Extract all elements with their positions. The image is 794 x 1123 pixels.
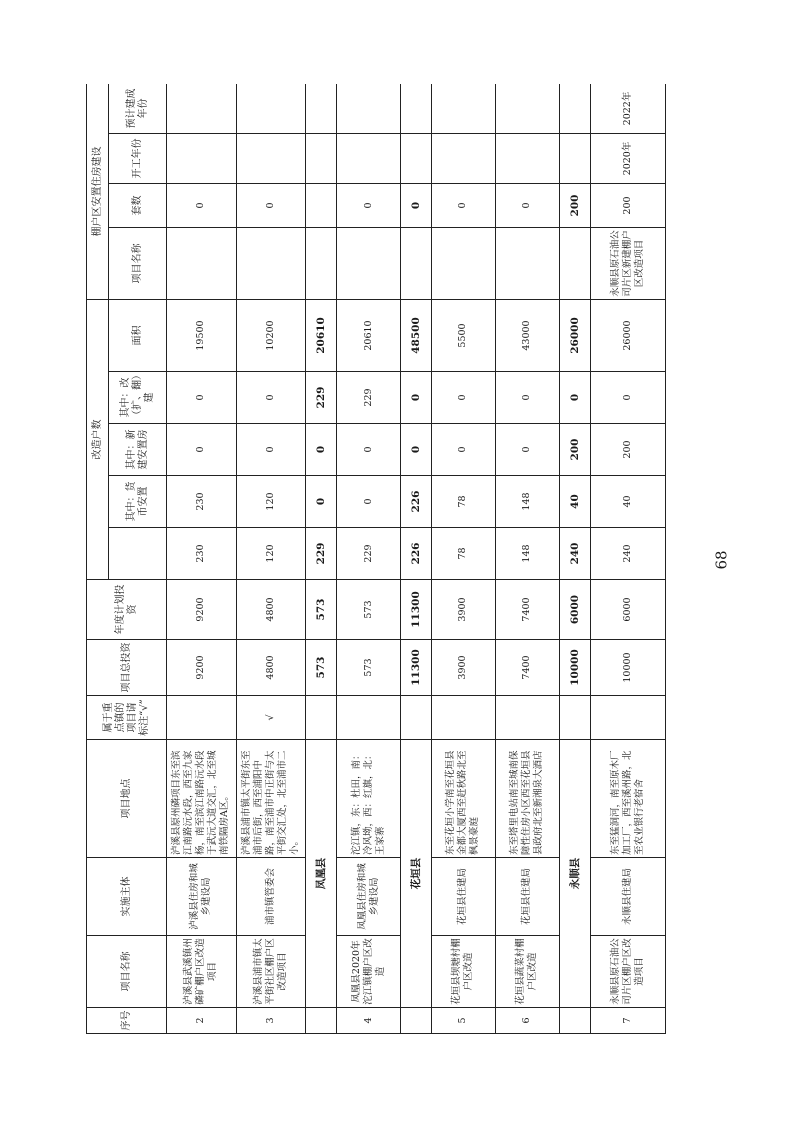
location-cell: 泸溪县浦市镇太平街东至浦市后街，西至浦阳中路，南至浦市中正街与太平街交汇处，北至浦市二小。	[236, 740, 306, 858]
table-frame	[86, 84, 666, 1034]
area-cell: 10200	[236, 300, 306, 372]
rs-name-cell: 永顺县原石油公司片区新建棚户区改造项目	[590, 228, 665, 300]
header-location: 项目地点	[87, 740, 167, 858]
total-invest-cell: 4800	[236, 640, 306, 696]
hh-new-cell: 200	[590, 424, 665, 476]
annual-invest-cell: 6000	[590, 580, 665, 640]
total-invest-cell: 573	[306, 640, 337, 696]
header-households-total	[109, 528, 167, 580]
rs-name-cell	[167, 228, 237, 300]
area-cell: 5500	[431, 300, 495, 372]
annual-invest-cell: 9200	[167, 580, 237, 640]
hh-cash-cell: 40	[590, 476, 665, 528]
hh-cash-cell: 120	[236, 476, 306, 528]
entity-cell: 永顺县住建局	[590, 858, 665, 936]
households-cell: 78	[431, 528, 495, 580]
total-invest-cell: 3900	[431, 640, 495, 696]
households-cell: 240	[590, 528, 665, 580]
entity-cell: 花垣县住建局	[495, 858, 559, 936]
header-name: 项目名称	[87, 936, 167, 1008]
area-cell: 48500	[401, 300, 432, 372]
hh-renovate-cell: 0	[590, 372, 665, 424]
hh-new-cell: 0	[167, 424, 237, 476]
annual-invest-cell: 4800	[236, 580, 306, 640]
header-rs-units: 套数	[109, 184, 167, 228]
total-invest-cell: 7400	[495, 640, 559, 696]
key-town-cell	[337, 696, 401, 740]
rs-start-cell	[167, 134, 237, 184]
hh-renovate-cell: 0	[495, 372, 559, 424]
hh-cash-cell: 148	[495, 476, 559, 528]
area-cell: 26000	[590, 300, 665, 372]
seq-cell	[306, 1008, 337, 1034]
rs-units-cell: 200	[590, 184, 665, 228]
table-row	[495, 84, 559, 1034]
header-rs-finish: 预计建成年份	[109, 84, 167, 134]
entity-cell: 凤凰县住房和城乡建设局	[337, 858, 401, 936]
location-cell: 泸溪县原州磷项目东至滨江南路沅水段，西至九家杨，南至滨江南路沅水段于武沅大道交汇，北至城南铁隔房A区。	[167, 740, 237, 858]
county-name-cell: 花垣县	[401, 740, 432, 1008]
header-key-town: 属于重点镇的项目请标注“√”	[87, 696, 167, 740]
rs-name-cell	[337, 228, 401, 300]
key-town-cell: √	[236, 696, 306, 740]
seq-cell	[401, 1008, 432, 1034]
project-name-cell: 泸溪县浦市镇太平街社区棚户区改造项目	[236, 936, 306, 1008]
annual-invest-cell: 6000	[559, 580, 590, 640]
key-town-cell	[306, 696, 337, 740]
total-invest-cell: 10000	[590, 640, 665, 696]
location-cell: 东至花垣小学南至花垣县金都大厦西至赶秋路北至枫景豪庭	[431, 740, 495, 858]
county-subtotal-row	[401, 84, 432, 1034]
rs-start-cell	[495, 134, 559, 184]
rs-finish-cell	[167, 84, 237, 134]
county-subtotal-row	[306, 84, 337, 1034]
hh-cash-cell: 226	[401, 476, 432, 528]
key-town-cell	[559, 696, 590, 740]
header-entity: 实施主体	[87, 858, 167, 936]
households-cell: 120	[236, 528, 306, 580]
project-name-cell: 凤凰县2020年沱江镇棚户区改造	[337, 936, 401, 1008]
seq-cell: 4	[337, 1008, 401, 1034]
entity-cell: 花垣县住建局	[431, 858, 495, 936]
area-cell: 19500	[167, 300, 237, 372]
rs-name-cell	[431, 228, 495, 300]
header-resettle-group: 棚户区安置住房建设	[87, 84, 109, 300]
shantytown-renovation-table	[86, 84, 666, 1034]
area-cell: 20610	[306, 300, 337, 372]
hh-cash-cell: 0	[337, 476, 401, 528]
table-row	[167, 84, 237, 1034]
annual-invest-cell: 3900	[431, 580, 495, 640]
rs-finish-cell	[559, 84, 590, 134]
county-name-cell: 永顺县	[559, 740, 590, 1008]
rs-name-cell	[306, 228, 337, 300]
rs-name-cell	[236, 228, 306, 300]
hh-renovate-cell: 0	[167, 372, 237, 424]
hh-cash-cell: 0	[306, 476, 337, 528]
key-town-cell	[495, 696, 559, 740]
rs-start-cell	[236, 134, 306, 184]
seq-cell: 3	[236, 1008, 306, 1034]
project-name-cell: 永顺县原石油公司片区棚户区改造项目	[590, 936, 665, 1008]
rs-units-cell	[306, 184, 337, 228]
rs-name-cell	[495, 228, 559, 300]
hh-renovate-cell: 0	[401, 372, 432, 424]
hh-new-cell: 0	[337, 424, 401, 476]
rs-finish-cell	[495, 84, 559, 134]
rs-units-cell: 200	[559, 184, 590, 228]
hh-renovate-cell: 0	[559, 372, 590, 424]
page-number: 68	[712, 550, 731, 570]
key-town-cell	[167, 696, 237, 740]
header-hh-new: 其中：新建安置房	[109, 424, 167, 476]
entity-cell: 浦市镇管委会	[236, 858, 306, 936]
rs-finish-cell	[306, 84, 337, 134]
rotated-table-container	[86, 84, 666, 1034]
annual-invest-cell: 7400	[495, 580, 559, 640]
rs-start-cell	[401, 134, 432, 184]
hh-renovate-cell: 229	[306, 372, 337, 424]
households-cell: 240	[559, 528, 590, 580]
rs-units-cell: 0	[337, 184, 401, 228]
table-body	[167, 84, 666, 1034]
area-cell: 43000	[495, 300, 559, 372]
rs-units-cell: 0	[495, 184, 559, 228]
total-invest-cell: 9200	[167, 640, 237, 696]
project-name-cell: 花垣县坝塘村棚户区改造	[431, 936, 495, 1008]
annual-invest-cell: 11300	[401, 580, 432, 640]
location-cell: 沱江镇，东：杜田，南：冷风坳，西：红旗，北：王家寨	[337, 740, 401, 858]
table-row	[337, 84, 401, 1034]
annual-invest-cell: 573	[337, 580, 401, 640]
hh-renovate-cell: 0	[236, 372, 306, 424]
rs-units-cell: 0	[167, 184, 237, 228]
rs-finish-cell	[431, 84, 495, 134]
area-cell: 26000	[559, 300, 590, 372]
rs-start-cell	[431, 134, 495, 184]
seq-cell: 6	[495, 1008, 559, 1034]
header-hh-renovate: 其中：改（扩、翻）建	[109, 372, 167, 424]
county-name-cell: 凤凰县	[306, 740, 337, 1008]
rs-name-cell	[401, 228, 432, 300]
hh-renovate-cell: 229	[337, 372, 401, 424]
rs-units-cell: 0	[431, 184, 495, 228]
seq-cell: 2	[167, 1008, 237, 1034]
county-subtotal-row	[559, 84, 590, 1034]
rs-start-cell	[559, 134, 590, 184]
hh-new-cell: 0	[495, 424, 559, 476]
header-seq: 序号	[87, 1008, 167, 1034]
key-town-cell	[590, 696, 665, 740]
rs-finish-cell	[337, 84, 401, 134]
households-cell: 229	[306, 528, 337, 580]
entity-cell: 泸溪县住房和城乡建设局	[167, 858, 237, 936]
hh-cash-cell: 230	[167, 476, 237, 528]
header-total-invest: 项目总投资	[87, 640, 167, 696]
table-row	[590, 84, 665, 1034]
households-cell: 230	[167, 528, 237, 580]
header-rs-start: 开工年份	[109, 134, 167, 184]
hh-cash-cell: 40	[559, 476, 590, 528]
header-hh-cash: 其中：货币安置	[109, 476, 167, 528]
rs-finish-cell	[236, 84, 306, 134]
rs-start-cell	[337, 134, 401, 184]
hh-renovate-cell: 0	[431, 372, 495, 424]
total-invest-cell: 11300	[401, 640, 432, 696]
location-cell: 东至猛洞河，南至原木厂加工厂，西至溪州路，北至农业银行老宿舍	[590, 740, 665, 858]
total-invest-cell: 573	[337, 640, 401, 696]
hh-cash-cell: 78	[431, 476, 495, 528]
hh-new-cell: 200	[559, 424, 590, 476]
hh-new-cell: 0	[431, 424, 495, 476]
area-cell: 20610	[337, 300, 401, 372]
hh-new-cell: 0	[306, 424, 337, 476]
households-cell: 226	[401, 528, 432, 580]
rs-name-cell	[559, 228, 590, 300]
rs-units-cell: 0	[236, 184, 306, 228]
header-rs-name: 项目名称	[109, 228, 167, 300]
rs-finish-cell	[401, 84, 432, 134]
project-name-cell: 泸溪县武溪镇州磷矿棚户区改造项目	[167, 936, 237, 1008]
total-invest-cell: 10000	[559, 640, 590, 696]
header-annual-invest: 年度计划投资	[87, 580, 167, 640]
header-area: 面积	[109, 300, 167, 372]
table-row	[431, 84, 495, 1034]
seq-cell: 5	[431, 1008, 495, 1034]
households-cell: 229	[337, 528, 401, 580]
annual-invest-cell: 573	[306, 580, 337, 640]
households-cell: 148	[495, 528, 559, 580]
seq-cell: 7	[590, 1008, 665, 1034]
key-town-cell	[401, 696, 432, 740]
seq-cell	[559, 1008, 590, 1034]
rs-start-cell	[306, 134, 337, 184]
rs-finish-cell: 2022年	[590, 84, 665, 134]
location-cell: 东至塔里电站南至城南保障性住房小区西至花垣县县政府北至新湘泉大酒店	[495, 740, 559, 858]
hh-new-cell: 0	[401, 424, 432, 476]
hh-new-cell: 0	[236, 424, 306, 476]
project-name-cell: 花垣县蔬菜村棚户区改造	[495, 936, 559, 1008]
header-households-group: 改造户数	[87, 300, 109, 580]
table-row	[236, 84, 306, 1034]
key-town-cell	[431, 696, 495, 740]
rs-start-cell: 2020年	[590, 134, 665, 184]
rs-units-cell: 0	[401, 184, 432, 228]
